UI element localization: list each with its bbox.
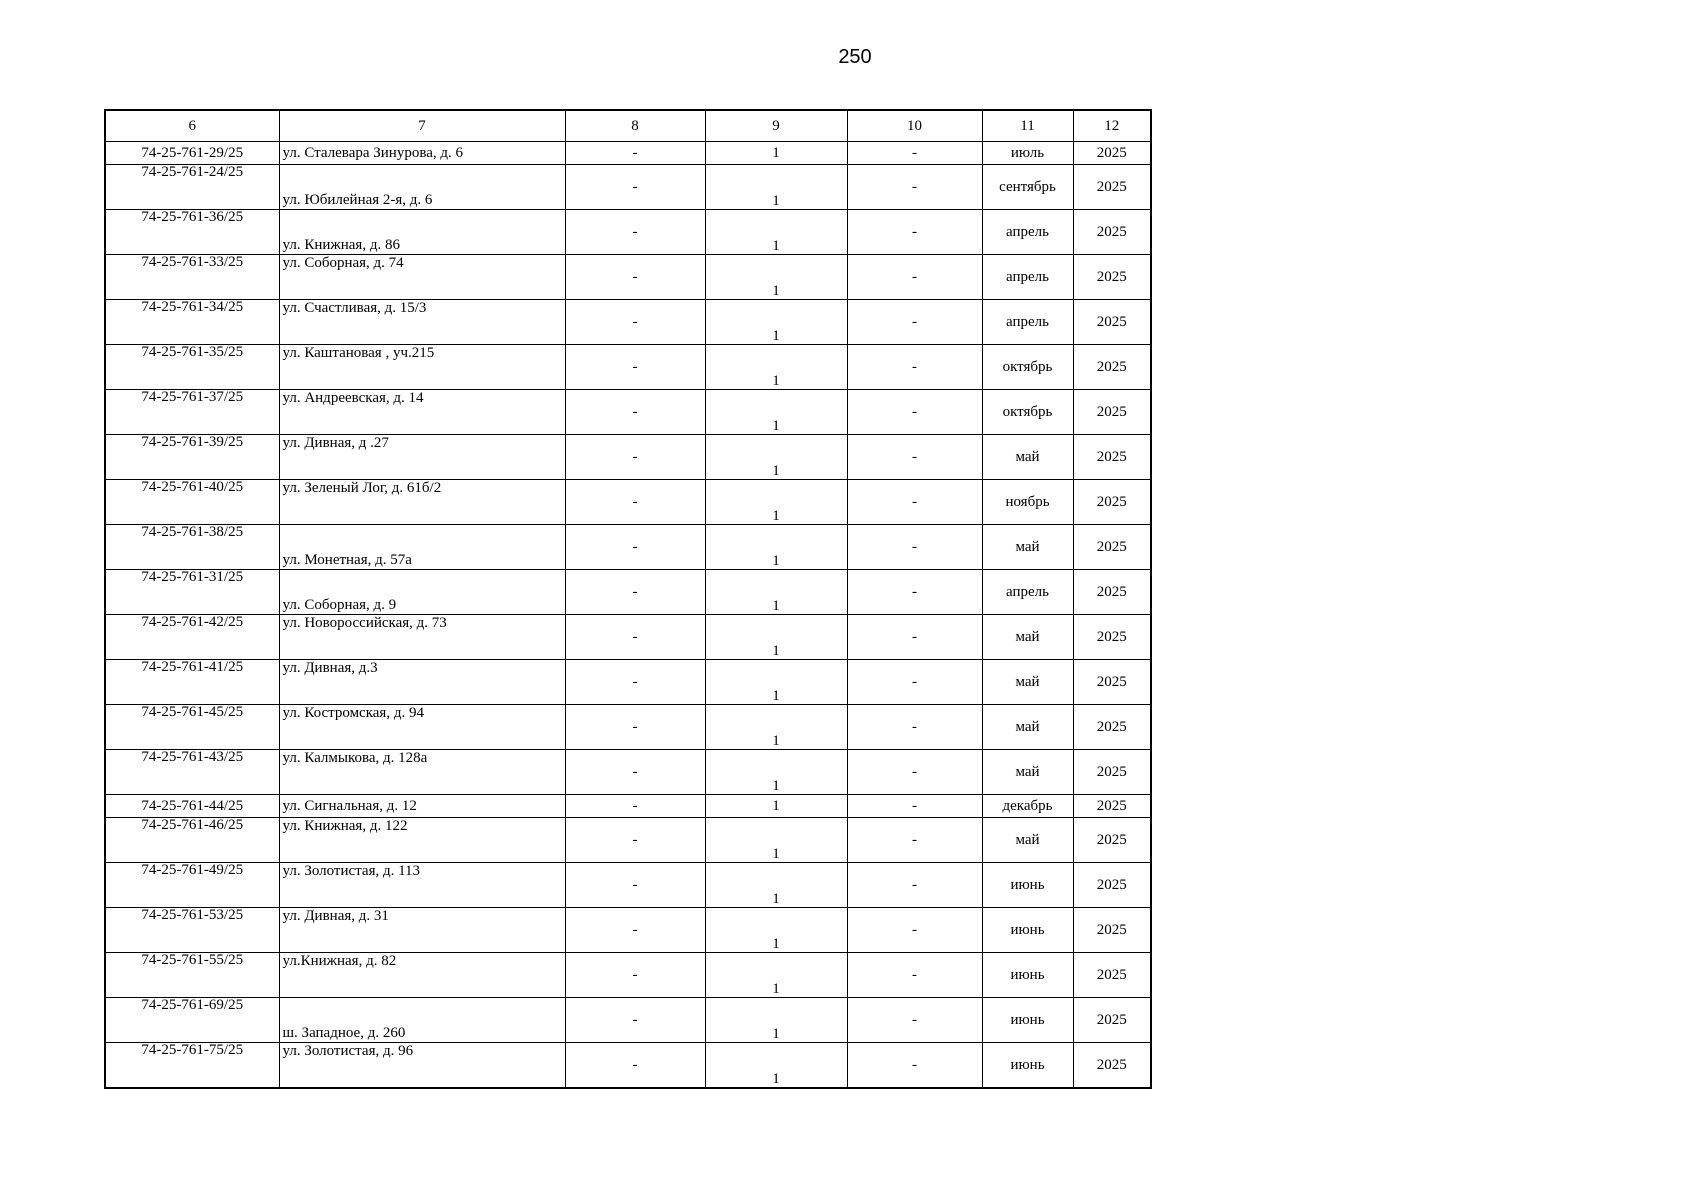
cell-col-8: - bbox=[565, 435, 705, 480]
cell-year: 2025 bbox=[1073, 953, 1151, 998]
column-header-9: 9 bbox=[705, 110, 847, 142]
cell-col-10: - bbox=[847, 255, 982, 300]
cell-year: 2025 bbox=[1073, 1043, 1151, 1089]
cell-code: 74-25-761-38/25 bbox=[105, 525, 279, 570]
cell-month: июнь bbox=[982, 953, 1073, 998]
cell-col-8: - bbox=[565, 480, 705, 525]
table-row bbox=[105, 1043, 1151, 1089]
cell-col-8: - bbox=[565, 165, 705, 210]
cell-code: 74-25-761-44/25 bbox=[105, 795, 279, 818]
cell-month: октябрь bbox=[982, 345, 1073, 390]
table-row bbox=[105, 390, 1151, 435]
cell-code: 74-25-761-42/25 bbox=[105, 615, 279, 660]
cell-year: 2025 bbox=[1073, 345, 1151, 390]
cell-address: ул. Юбилейная 2-я, д. 6 bbox=[279, 165, 565, 210]
table-row bbox=[105, 998, 1151, 1043]
cell-code: 74-25-761-45/25 bbox=[105, 705, 279, 750]
header-row bbox=[105, 110, 1151, 142]
cell-col-8: - bbox=[565, 142, 705, 165]
cell-col-8: - bbox=[565, 660, 705, 705]
table-body bbox=[105, 142, 1151, 1089]
cell-col-10: - bbox=[847, 165, 982, 210]
cell-code: 74-25-761-69/25 bbox=[105, 998, 279, 1043]
cell-code: 74-25-761-40/25 bbox=[105, 480, 279, 525]
cell-year: 2025 bbox=[1073, 210, 1151, 255]
page-number: 250 bbox=[838, 46, 872, 68]
cell-col-9: 1 bbox=[705, 750, 847, 795]
cell-month: июнь bbox=[982, 863, 1073, 908]
cell-year: 2025 bbox=[1073, 480, 1151, 525]
cell-year: 2025 bbox=[1073, 435, 1151, 480]
cell-year: 2025 bbox=[1073, 863, 1151, 908]
cell-code: 74-25-761-36/25 bbox=[105, 210, 279, 255]
data-table bbox=[104, 109, 1152, 1089]
cell-month: октябрь bbox=[982, 390, 1073, 435]
cell-col-8: - bbox=[565, 210, 705, 255]
cell-year: 2025 bbox=[1073, 390, 1151, 435]
cell-code: 74-25-761-75/25 bbox=[105, 1043, 279, 1089]
cell-code: 74-25-761-43/25 bbox=[105, 750, 279, 795]
cell-month: май bbox=[982, 660, 1073, 705]
table-row bbox=[105, 705, 1151, 750]
table-row bbox=[105, 255, 1151, 300]
cell-month: июнь bbox=[982, 998, 1073, 1043]
cell-col-10: - bbox=[847, 480, 982, 525]
cell-code: 74-25-761-34/25 bbox=[105, 300, 279, 345]
cell-code: 74-25-761-29/25 bbox=[105, 142, 279, 165]
cell-col-10: - bbox=[847, 1043, 982, 1089]
cell-month: июль bbox=[982, 142, 1073, 165]
cell-year: 2025 bbox=[1073, 750, 1151, 795]
cell-year: 2025 bbox=[1073, 142, 1151, 165]
table-row bbox=[105, 750, 1151, 795]
cell-address: ул. Каштановая , уч.215 bbox=[279, 345, 565, 390]
cell-address: ул. Новороссийская, д. 73 bbox=[279, 615, 565, 660]
cell-month: июнь bbox=[982, 908, 1073, 953]
cell-month: апрель bbox=[982, 300, 1073, 345]
cell-col-9: 1 bbox=[705, 953, 847, 998]
cell-col-9: 1 bbox=[705, 818, 847, 863]
cell-col-10: - bbox=[847, 142, 982, 165]
cell-code: 74-25-761-35/25 bbox=[105, 345, 279, 390]
cell-address: ул. Дивная, д .27 bbox=[279, 435, 565, 480]
cell-col-8: - bbox=[565, 705, 705, 750]
cell-address: ш. Западное, д. 260 bbox=[279, 998, 565, 1043]
cell-col-9: 1 bbox=[705, 525, 847, 570]
cell-year: 2025 bbox=[1073, 818, 1151, 863]
column-header-12: 12 bbox=[1073, 110, 1151, 142]
cell-year: 2025 bbox=[1073, 165, 1151, 210]
cell-code: 74-25-761-49/25 bbox=[105, 863, 279, 908]
cell-address: ул. Соборная, д. 9 bbox=[279, 570, 565, 615]
cell-address: ул. Книжная, д. 122 bbox=[279, 818, 565, 863]
cell-col-8: - bbox=[565, 300, 705, 345]
cell-col-8: - bbox=[565, 570, 705, 615]
cell-address: ул. Золотистая, д. 113 bbox=[279, 863, 565, 908]
cell-code: 74-25-761-31/25 bbox=[105, 570, 279, 615]
cell-address: ул. Калмыкова, д. 128а bbox=[279, 750, 565, 795]
cell-month: май bbox=[982, 525, 1073, 570]
cell-col-9: 1 bbox=[705, 210, 847, 255]
cell-year: 2025 bbox=[1073, 615, 1151, 660]
table-row bbox=[105, 480, 1151, 525]
cell-col-8: - bbox=[565, 953, 705, 998]
cell-month: май bbox=[982, 615, 1073, 660]
cell-col-9: 1 bbox=[705, 705, 847, 750]
cell-address: ул. Сталевара Зинурова, д. 6 bbox=[279, 142, 565, 165]
table-row bbox=[105, 570, 1151, 615]
cell-month: сентябрь bbox=[982, 165, 1073, 210]
cell-year: 2025 bbox=[1073, 705, 1151, 750]
cell-col-9: 1 bbox=[705, 998, 847, 1043]
cell-col-8: - bbox=[565, 255, 705, 300]
cell-col-10: - bbox=[847, 908, 982, 953]
cell-address: ул.Книжная, д. 82 bbox=[279, 953, 565, 998]
table-row bbox=[105, 795, 1151, 818]
cell-month: ноябрь bbox=[982, 480, 1073, 525]
table-row bbox=[105, 300, 1151, 345]
table-row bbox=[105, 525, 1151, 570]
cell-col-9: 1 bbox=[705, 255, 847, 300]
table-row bbox=[105, 660, 1151, 705]
cell-col-10: - bbox=[847, 998, 982, 1043]
cell-year: 2025 bbox=[1073, 998, 1151, 1043]
cell-month: май bbox=[982, 705, 1073, 750]
cell-month: декабрь bbox=[982, 795, 1073, 818]
cell-col-9: 1 bbox=[705, 1043, 847, 1089]
cell-month: май bbox=[982, 818, 1073, 863]
cell-address: ул. Счастливая, д. 15/3 bbox=[279, 300, 565, 345]
cell-address: ул. Костромская, д. 94 bbox=[279, 705, 565, 750]
cell-col-10: - bbox=[847, 300, 982, 345]
cell-address: ул. Монетная, д. 57а bbox=[279, 525, 565, 570]
cell-col-10: - bbox=[847, 615, 982, 660]
cell-month: июнь bbox=[982, 1043, 1073, 1089]
table-row bbox=[105, 165, 1151, 210]
cell-col-10: - bbox=[847, 795, 982, 818]
column-header-8: 8 bbox=[565, 110, 705, 142]
cell-code: 74-25-761-37/25 bbox=[105, 390, 279, 435]
cell-year: 2025 bbox=[1073, 660, 1151, 705]
cell-col-8: - bbox=[565, 390, 705, 435]
cell-col-8: - bbox=[565, 525, 705, 570]
cell-code: 74-25-761-33/25 bbox=[105, 255, 279, 300]
table-row bbox=[105, 818, 1151, 863]
cell-year: 2025 bbox=[1073, 908, 1151, 953]
cell-address: ул. Дивная, д. 31 bbox=[279, 908, 565, 953]
cell-address: ул. Сигнальная, д. 12 bbox=[279, 795, 565, 818]
column-header-10: 10 bbox=[847, 110, 982, 142]
column-header-7: 7 bbox=[279, 110, 565, 142]
table-row bbox=[105, 615, 1151, 660]
cell-code: 74-25-761-41/25 bbox=[105, 660, 279, 705]
cell-month: апрель bbox=[982, 570, 1073, 615]
cell-code: 74-25-761-53/25 bbox=[105, 908, 279, 953]
cell-month: апрель bbox=[982, 210, 1073, 255]
cell-col-9: 1 bbox=[705, 795, 847, 818]
cell-col-10: - bbox=[847, 570, 982, 615]
cell-col-9: 1 bbox=[705, 142, 847, 165]
cell-month: апрель bbox=[982, 255, 1073, 300]
cell-col-8: - bbox=[565, 750, 705, 795]
cell-col-9: 1 bbox=[705, 660, 847, 705]
table-row bbox=[105, 210, 1151, 255]
cell-address: ул. Золотистая, д. 96 bbox=[279, 1043, 565, 1089]
cell-col-10: - bbox=[847, 345, 982, 390]
cell-col-8: - bbox=[565, 615, 705, 660]
cell-col-10: - bbox=[847, 660, 982, 705]
table-row bbox=[105, 142, 1151, 165]
cell-col-9: 1 bbox=[705, 908, 847, 953]
table-header bbox=[105, 110, 1151, 142]
cell-address: ул. Дивная, д.3 bbox=[279, 660, 565, 705]
table-row bbox=[105, 345, 1151, 390]
cell-year: 2025 bbox=[1073, 255, 1151, 300]
table-row bbox=[105, 863, 1151, 908]
cell-col-9: 1 bbox=[705, 615, 847, 660]
cell-col-10: - bbox=[847, 435, 982, 480]
cell-col-10: - bbox=[847, 210, 982, 255]
cell-col-9: 1 bbox=[705, 345, 847, 390]
cell-col-8: - bbox=[565, 1043, 705, 1089]
cell-col-9: 1 bbox=[705, 300, 847, 345]
cell-year: 2025 bbox=[1073, 300, 1151, 345]
cell-code: 74-25-761-24/25 bbox=[105, 165, 279, 210]
cell-col-10: - bbox=[847, 953, 982, 998]
cell-col-10: - bbox=[847, 818, 982, 863]
cell-col-8: - bbox=[565, 795, 705, 818]
cell-col-9: 1 bbox=[705, 480, 847, 525]
cell-address: ул. Зеленый Лог, д. 61б/2 bbox=[279, 480, 565, 525]
cell-col-10: - bbox=[847, 705, 982, 750]
cell-col-8: - bbox=[565, 908, 705, 953]
cell-year: 2025 bbox=[1073, 795, 1151, 818]
cell-address: ул. Соборная, д. 74 bbox=[279, 255, 565, 300]
table-row bbox=[105, 953, 1151, 998]
cell-code: 74-25-761-39/25 bbox=[105, 435, 279, 480]
cell-year: 2025 bbox=[1073, 525, 1151, 570]
cell-address: ул. Андреевская, д. 14 bbox=[279, 390, 565, 435]
cell-col-9: 1 bbox=[705, 435, 847, 480]
table-row bbox=[105, 908, 1151, 953]
cell-col-8: - bbox=[565, 863, 705, 908]
cell-year: 2025 bbox=[1073, 570, 1151, 615]
cell-col-8: - bbox=[565, 998, 705, 1043]
cell-col-9: 1 bbox=[705, 390, 847, 435]
cell-col-10: - bbox=[847, 750, 982, 795]
cell-col-10: - bbox=[847, 863, 982, 908]
cell-month: май bbox=[982, 750, 1073, 795]
cell-code: 74-25-761-55/25 bbox=[105, 953, 279, 998]
cell-col-10: - bbox=[847, 525, 982, 570]
column-header-6: 6 bbox=[105, 110, 279, 142]
cell-col-9: 1 bbox=[705, 570, 847, 615]
cell-col-9: 1 bbox=[705, 863, 847, 908]
cell-month: май bbox=[982, 435, 1073, 480]
column-header-11: 11 bbox=[982, 110, 1073, 142]
cell-col-8: - bbox=[565, 345, 705, 390]
cell-code: 74-25-761-46/25 bbox=[105, 818, 279, 863]
cell-address: ул. Книжная, д. 86 bbox=[279, 210, 565, 255]
table-row bbox=[105, 435, 1151, 480]
cell-col-9: 1 bbox=[705, 165, 847, 210]
cell-col-10: - bbox=[847, 390, 982, 435]
cell-col-8: - bbox=[565, 818, 705, 863]
